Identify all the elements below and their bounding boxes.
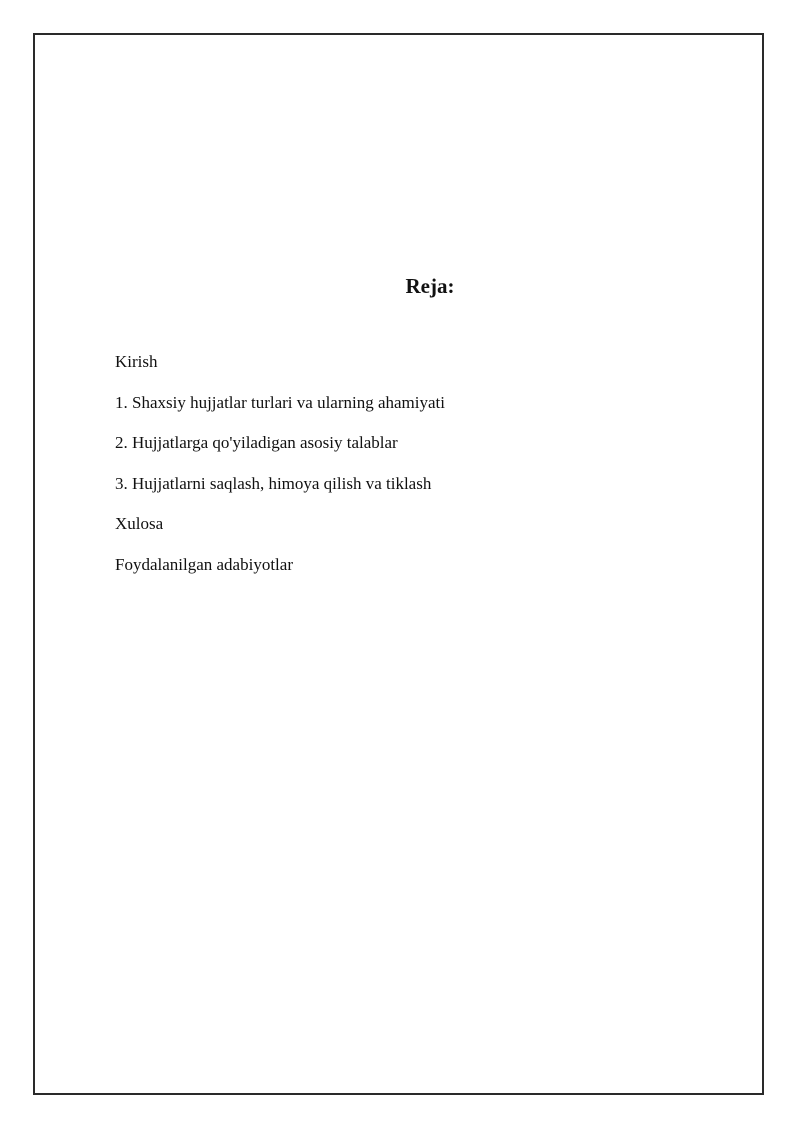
plan-item-2: 2. Hujjatlarga qo'yiladigan asosiy talablar — [115, 433, 398, 452]
plan-item-introduction: Kirish — [115, 352, 158, 371]
plan-item-references: Foydalanilgan adabiyotlar — [115, 554, 293, 574]
plan-item-1: 1. Shaxsiy hujjatlar turlari va ularning ahamiyati — [115, 392, 445, 412]
plan-item-3: 3. Hujjatlarni saqlash, himoya qilish va tiklash — [115, 473, 432, 493]
plan-list — [115, 350, 445, 593]
page-title: Reja: — [405, 274, 455, 298]
plan-item-conclusion: Xulosa — [115, 514, 164, 533]
